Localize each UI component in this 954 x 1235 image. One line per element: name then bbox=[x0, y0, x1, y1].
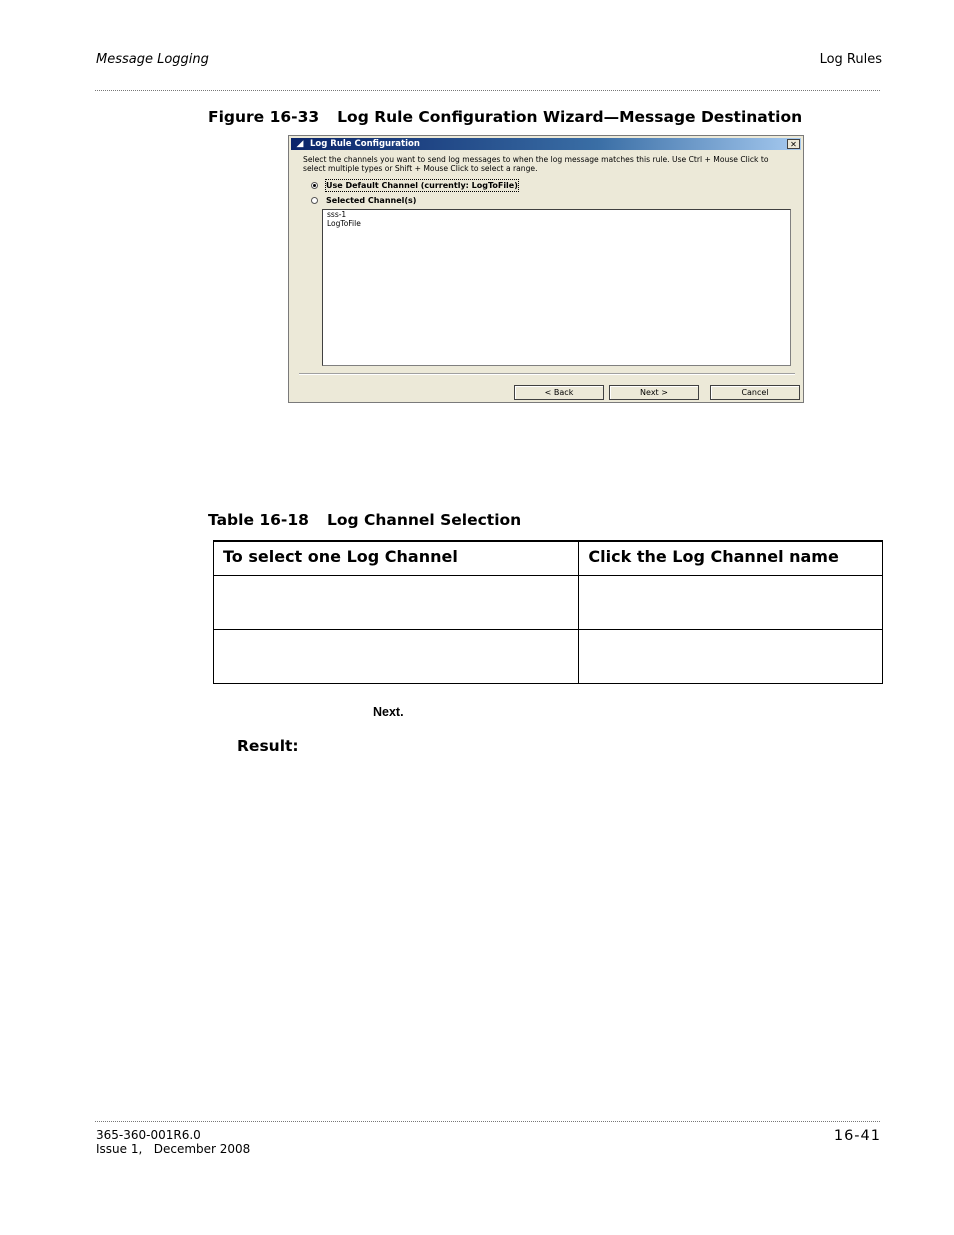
list-item[interactable]: LogToFile bbox=[327, 218, 361, 228]
footer-document-info bbox=[96, 1128, 250, 1156]
next-button[interactable]: Next > bbox=[609, 385, 699, 400]
table-row bbox=[214, 575, 883, 629]
result-label: Result: bbox=[237, 737, 299, 755]
document-number: 365-360-001R6.0 bbox=[96, 1128, 201, 1142]
table-number: Table 16-18 bbox=[208, 511, 309, 529]
figure-number: Figure 16-33 bbox=[208, 108, 320, 126]
figure-caption bbox=[208, 108, 802, 126]
log-rule-configuration-dialog bbox=[288, 135, 804, 403]
table-cell bbox=[214, 575, 579, 629]
dialog-separator bbox=[299, 373, 795, 375]
dialog-titlebar bbox=[291, 138, 801, 150]
list-item[interactable]: sss-1 bbox=[327, 210, 347, 219]
footer-divider bbox=[95, 1121, 880, 1122]
app-logo-icon: ◢ bbox=[296, 139, 304, 149]
table-row bbox=[214, 629, 883, 683]
radio-default-label: Use Default Channel (currently: LogToFile) bbox=[326, 181, 518, 190]
radio-unchecked-icon[interactable] bbox=[311, 197, 318, 204]
page-number: 16-41 bbox=[833, 1128, 881, 1144]
dialog-instructions: Select the channels you want to send log messages to when the log message matches this rule. Use Ctrl + Mouse Click to select multiple types or Shift + Mouse Click to select a range. bbox=[303, 155, 769, 173]
table-cell bbox=[579, 629, 883, 683]
table-cell bbox=[579, 575, 883, 629]
running-header-chapter: Message Logging bbox=[96, 52, 209, 67]
radio-selected-label: Selected Channel(s) bbox=[326, 196, 417, 205]
table-title: Log Channel Selection bbox=[326, 511, 522, 529]
close-icon[interactable]: ✕ bbox=[787, 139, 800, 149]
column-header: Click the Log Channel name bbox=[579, 541, 883, 575]
figure-title: Log Rule Configuration Wizard—Message Destination bbox=[337, 108, 803, 126]
log-channel-selection-table bbox=[213, 540, 883, 684]
table-caption bbox=[208, 511, 521, 529]
dialog-title: Log Rule Configuration bbox=[310, 139, 420, 149]
column-header: To select one Log Channel bbox=[214, 541, 579, 575]
radio-checked-icon[interactable] bbox=[311, 182, 318, 189]
header-divider bbox=[95, 90, 880, 91]
back-button[interactable]: < Back bbox=[514, 385, 604, 400]
cancel-button[interactable]: Cancel bbox=[710, 385, 800, 400]
table-header-row bbox=[214, 541, 883, 575]
channel-listbox[interactable] bbox=[322, 209, 791, 366]
issue-date: Issue 1, December 2008 bbox=[96, 1142, 251, 1156]
step-next-label: Next. bbox=[373, 705, 404, 719]
running-header-section: Log Rules bbox=[819, 52, 882, 67]
table-cell bbox=[214, 629, 579, 683]
